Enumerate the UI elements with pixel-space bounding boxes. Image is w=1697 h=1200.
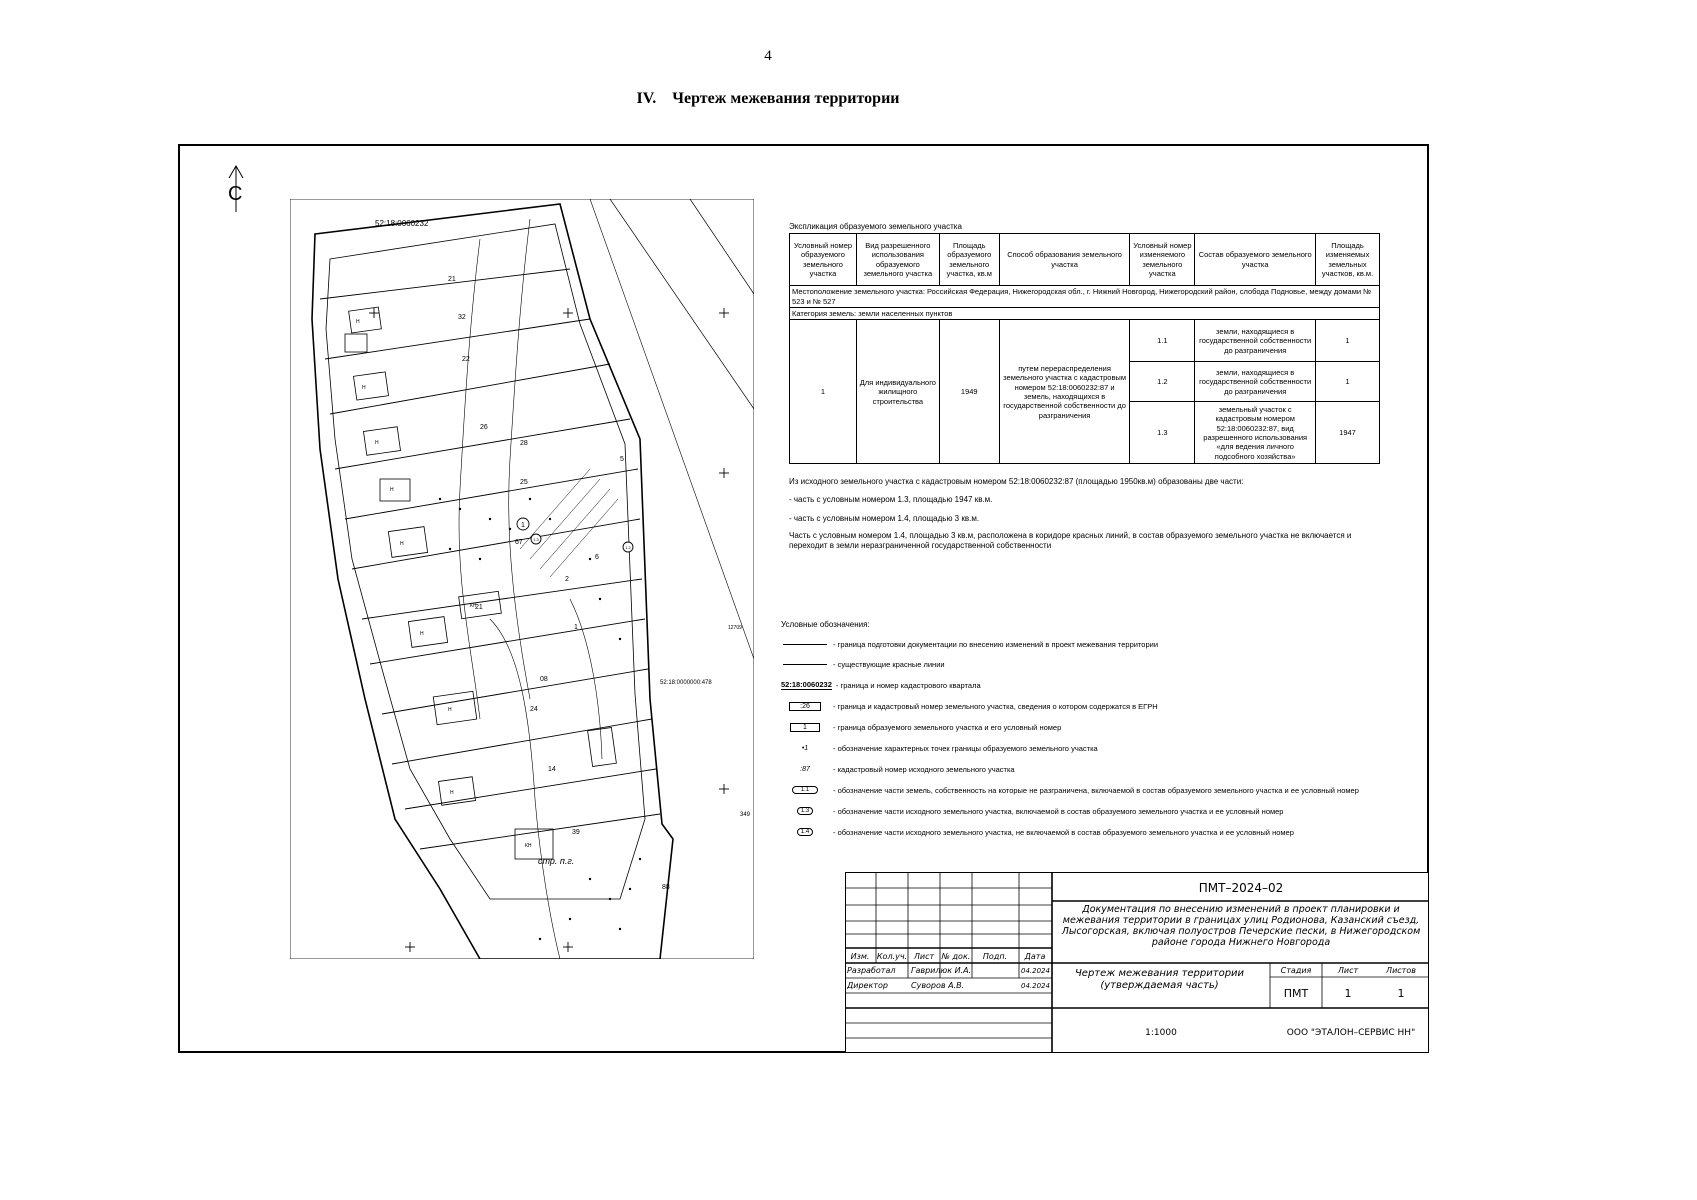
stage-header: Стадия	[1280, 966, 1312, 975]
page-number: 4	[764, 48, 772, 64]
parcel-label: 67	[515, 539, 523, 546]
legend-item: :26 - граница и кадастровый номер земельного участка, сведения о котором содержатся в ЕГРН	[781, 699, 1158, 713]
cadastral-plan	[290, 199, 754, 959]
title-block	[845, 872, 1429, 1053]
part-area-cell: 1	[1316, 362, 1380, 402]
stamp-label: 12709	[728, 625, 742, 631]
col-header: Изм.	[850, 952, 870, 961]
parcel-label: 22	[462, 356, 470, 363]
explication-table	[789, 233, 1380, 464]
parcel-label: 32	[458, 314, 466, 321]
part-area-cell: 1	[1316, 320, 1380, 362]
legend-item: - граница подготовки документации по внесению изменений в проект межевания территории	[781, 637, 1158, 651]
building-label: Н	[450, 790, 454, 796]
header-cell: Вид разрешенного использования образуемого земельного участка	[856, 234, 939, 286]
method-cell: путем перераспределения земельного участка с кадастровым номером 52:18:0060232:87 и земель, находящихся в государственной собственности до разграничения	[999, 320, 1130, 464]
parcel-label: 08	[540, 676, 548, 683]
quarter-label-right: 52:18:0000000:478	[660, 680, 712, 686]
use-cell: Для индивидуального жилищного строительства	[856, 320, 939, 464]
parcel-marker: 1	[521, 522, 525, 529]
north-arrow-icon	[222, 164, 252, 214]
role-date: 04.2024	[1021, 982, 1050, 990]
buildings	[345, 307, 616, 859]
role-label: Директор	[847, 981, 888, 990]
building-label: Н	[400, 541, 404, 547]
header-cell: Условный номер изменяемого земельного участка	[1130, 234, 1195, 286]
building-label: КН	[525, 843, 532, 849]
part-composition-cell: земли, находящиеся в государственной собственности до разграничения	[1195, 320, 1316, 362]
header-cell: Способ образования земельного участка	[999, 234, 1130, 286]
parcel-label: 14	[548, 766, 556, 773]
note-text: - часть с условным номером 1.4, площадью 3 кв.м.	[789, 514, 980, 523]
road-label: стр. п.г.	[538, 856, 575, 866]
col-header: Дата	[1024, 952, 1046, 961]
sheet-header: Лист	[1337, 966, 1359, 975]
note-text: - часть с условным номером 1.3, площадью 1947 кв.м.	[789, 495, 993, 504]
scale-value: 1:1000	[1145, 1028, 1177, 1038]
parcel-label: 1	[574, 624, 578, 631]
stage-value: ПМТ	[1283, 987, 1309, 1000]
parcel-label: 21	[475, 604, 483, 611]
legend-line-thick	[783, 644, 827, 645]
legend-item: 1.3 - обозначение части исходного земельного участка, включаемой в состав образуемого земельного участка и ее условный номер	[781, 804, 1283, 818]
territory-boundary	[312, 204, 673, 959]
parcel-label: 6	[595, 554, 599, 561]
parcel-label: 5	[620, 456, 624, 463]
parcel-label: 25	[520, 479, 528, 486]
parcel-marker: 1.2	[625, 545, 631, 550]
quarter-label: 52:18:0060232	[375, 219, 429, 228]
role-name: Суворов А.В.	[911, 981, 965, 990]
document-description: Документация по внесению изменений в проект планировки и межевания территории в границах улиц Родионова, Казанский съезд, Лысогорская, включая полуостров Печерские пески, в Нижегородском районе города Нижнего Новгорода	[1061, 904, 1421, 948]
parcel-marker: 1.3	[533, 537, 539, 542]
note-text: Из исходного земельного участка с кадастровым номером 52:18:0060232:87 (площадью 1950кв.м) образованы две части:	[789, 477, 1244, 486]
building-label: Н	[448, 707, 452, 713]
legend-item: 1.4 - обозначение части исходного земельного участка, не включаемой в состав образуемого земельного участка и ее условный номер	[781, 825, 1294, 839]
col-header: Подп.	[982, 952, 1008, 961]
plan-border	[290, 199, 754, 959]
legend-title: Условные обозначения:	[781, 620, 870, 629]
parcel-label: 28	[520, 440, 528, 447]
parcel-label: 39	[572, 829, 580, 836]
building-label: Н	[356, 319, 360, 325]
legend-item: • 1 - обозначение характерных точек границы образуемого земельного участка	[801, 743, 1098, 753]
legend-item: 1 - граница образуемого земельного участка и его условный номер	[781, 720, 1061, 734]
area-cell: 1949	[939, 320, 999, 464]
header-cell: Площадь изменяемых земельных участков, кв.м.	[1316, 234, 1380, 286]
sheets-header: Листов	[1386, 966, 1416, 975]
building-label: Н	[375, 440, 379, 446]
legend-item: 1.1 - обозначение части земель, собственность на которые не разграничена, включаемой в состав образуемого земельного участка и ее условный номер	[781, 783, 1359, 797]
legend-item: :87 - кадастровый номер исходного земельного участка	[800, 764, 1015, 774]
parcel-label: 88	[662, 884, 670, 891]
legend-item: 52:18:0060232 - граница и номер кадастрового квартала	[781, 680, 981, 690]
sheet-value: 1	[1344, 987, 1352, 1000]
parcel-label: 2	[565, 576, 569, 583]
col-header: Лист	[913, 952, 935, 961]
part-area-cell: 1947	[1316, 402, 1380, 464]
page-title: IV. Чертеж межевания территории	[636, 90, 900, 107]
parcel-label: 21	[448, 276, 456, 283]
building-label: КН	[470, 603, 477, 609]
header-cell: Площадь образуемого земельного участка, кв.м	[939, 234, 999, 286]
parcel-label: 26	[480, 424, 488, 431]
part-id-cell: 1.1	[1130, 320, 1195, 362]
location-cell: Местоположение земельного участка: Российская Федерация, Нижегородская обл., г. Нижний Новгород, Нижегородский район, слобода Подновье, между домами № 523 и № 527	[790, 286, 1380, 308]
building-label: Н	[362, 385, 366, 391]
building-label: Н	[390, 487, 394, 493]
document-code: ПМТ–2024–02	[1198, 881, 1284, 895]
sheets-value: 1	[1397, 987, 1405, 1000]
col-header: № док.	[941, 952, 971, 961]
part-id-cell: 1.3	[1130, 402, 1195, 464]
note-text: Часть с условным номером 1.4, площадью 3 кв.м, расположена в коридоре красных линий, в состав образуемого земельного участка не включается и переходит в земли неразграниченной государственной собственности	[789, 531, 1352, 551]
legend-line-thin	[783, 664, 827, 665]
header-cell: Состав образуемого земельного участка	[1195, 234, 1316, 286]
parcel-label: 24	[530, 706, 538, 713]
header-cell: Условный номер образуемого земельного участка	[790, 234, 857, 286]
part-composition-cell: земельный участок с кадастровым номером 52:18:0060232:87, вид разрешенного использования «для ведения личного подсобного хозяйства»	[1195, 402, 1316, 464]
building-label: Н	[420, 631, 424, 637]
part-composition-cell: земли, находящиеся в государственной собственности до разграничения	[1195, 362, 1316, 402]
role-label: Разработал	[847, 966, 896, 975]
right-edge-label: 349	[740, 812, 751, 818]
parcel-number-cell: 1	[790, 320, 857, 464]
role-date: 04.2024	[1021, 967, 1050, 975]
organization-name: ООО "ЭТАЛОН–СЕРВИС НН"	[1286, 1028, 1416, 1038]
part-id-cell: 1.2	[1130, 362, 1195, 402]
legend-item: - существующие красные линии	[781, 657, 945, 671]
drawing-title: Чертеж межевания территории (утверждаемая часть)	[1074, 968, 1245, 991]
explication-caption: Экспликация образуемого земельного участка	[789, 222, 962, 231]
col-header: Кол.уч.	[876, 952, 908, 961]
category-cell: Категория земель: земли населенных пунктов	[790, 308, 1380, 320]
north-label: С	[228, 183, 243, 205]
role-name: Гаврилюк И.А.	[911, 966, 972, 975]
